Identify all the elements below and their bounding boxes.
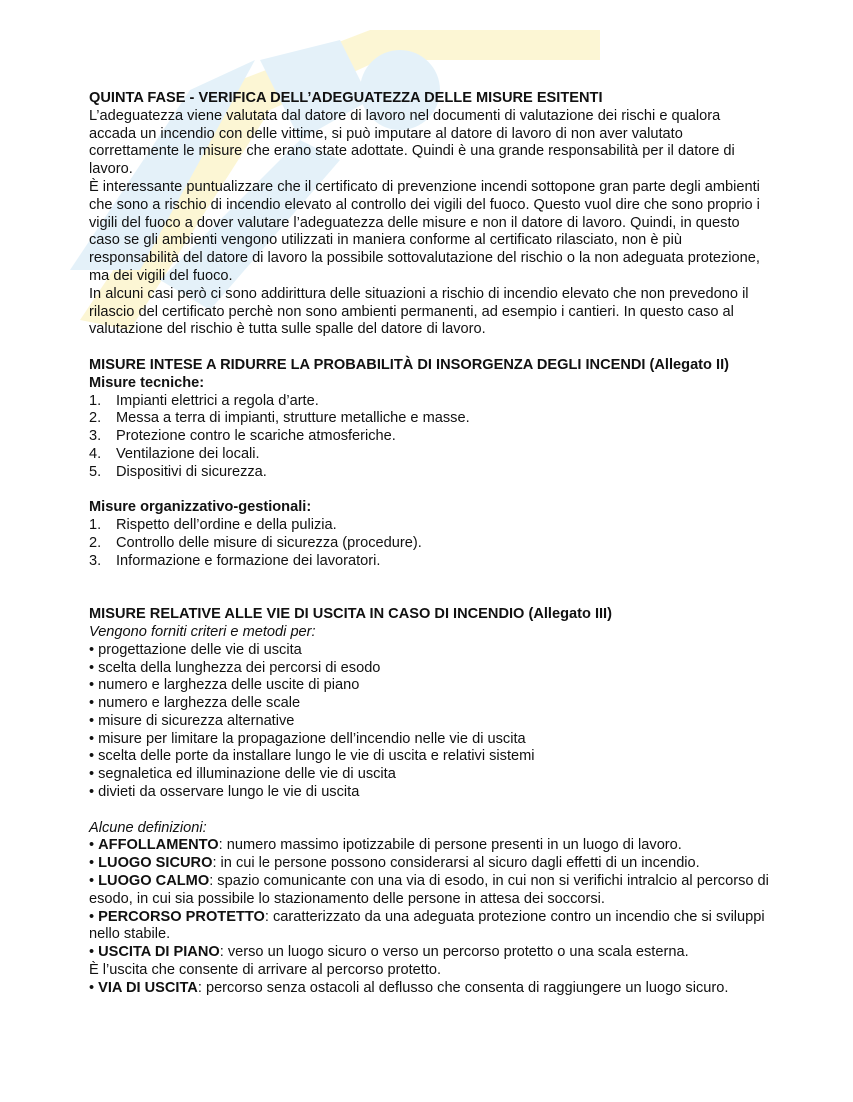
list-item	[89, 410, 769, 428]
list-item	[89, 464, 769, 482]
technical-heading: Misure tecniche:	[89, 374, 205, 391]
list-item	[89, 731, 769, 749]
item-text: divieti da osservare lungo le vie di uscita	[98, 784, 360, 801]
item-number: 2.	[89, 410, 102, 427]
definition-item	[89, 944, 769, 962]
item-text: Informazione e formazione dei lavoratori.	[116, 552, 381, 569]
bullet: •	[89, 784, 95, 801]
item-number: 5.	[89, 463, 102, 480]
item-number: 4.	[89, 445, 102, 462]
list-item	[89, 677, 769, 695]
list-item	[89, 428, 769, 446]
list-item	[89, 642, 769, 660]
bullet: •	[89, 908, 95, 925]
item-number: 2.	[89, 534, 102, 551]
definition-term: LUOGO CALMO	[98, 873, 210, 890]
paragraph: È interessante puntualizzare che il certificato di prevenzione incendi sottopone gran parte degli ambienti che sono a rischio di incendio elevato al controllo dei vigili del fuoco. Questo vuol dire che sono proprio i vigili del fuoco a dover valutare l’adeguatezza delle misure e non il datore di lavoro. Quindi, in questo caso se gli ambienti vengono utilizzati in maniera conforme al certificato rilasciato, non è più responsabilità del datore di lavoro la possibile sottovalutazione del rischio o la non adeguata protezione, ma dei vigili del fuoco.	[89, 178, 760, 284]
list-item	[89, 446, 769, 464]
item-text: Ventilazione dei locali.	[116, 445, 260, 462]
item-text: scelta delle porte da installare lungo le vie di uscita e relativi sistemi	[98, 748, 535, 765]
bullet: •	[89, 677, 95, 694]
definition-term: VIA DI USCITA	[98, 979, 198, 996]
list-item	[89, 748, 769, 766]
item-text: Rispetto dell’ordine e della pulizia.	[116, 517, 337, 534]
bullet: •	[89, 659, 95, 676]
definition-text: : verso un luogo sicuro o verso un percorso protetto o una scala esterna.	[219, 944, 689, 961]
item-text: Protezione contro le scariche atmosferiche.	[116, 428, 396, 445]
section2-title: MISURE INTESE A RIDURRE LA PROBABILITÀ DI INSORGENZA DEGLI INCENDI (Allegato II)	[89, 356, 729, 373]
definition-item	[89, 855, 769, 873]
list-item	[89, 553, 769, 571]
item-text: numero e larghezza delle uscite di piano	[98, 677, 360, 694]
paragraph: L’adeguatezza viene valutata dal datore di lavoro nel documenti di valutazione dei rischi e qualora accada un incendio con delle vittime, si può imputare al datore di lavoro di non aver valutato correttamente le misure che erano state adottate. Quindi è una grande responsabilità per il datore di lavoro.	[89, 107, 735, 178]
bullet: •	[89, 979, 95, 996]
definition-text: : caratterizzato da una adeguata protezione contro un incendio che si sviluppi nello stabile.	[89, 908, 765, 943]
list-item	[89, 535, 769, 553]
definitions-list-end	[89, 980, 769, 998]
item-text: progettazione delle vie di uscita	[98, 641, 302, 658]
paragraph: In alcuni casi però ci sono addirittura delle situazioni a rischio di incendio elevato che non prevedono il rilascio del certificato perchè non sono ambienti permanenti, ad esempio i cantieri. In questo caso al valutazione del rischio è tutta sulle spalle del datore di lavoro.	[89, 285, 749, 338]
item-text: misure per limitare la propagazione dell’incendio nelle vie di uscita	[98, 730, 526, 747]
exit-note: È l’uscita che consente di arrivare al percorso protetto.	[89, 962, 442, 979]
organizational-list	[89, 517, 769, 570]
list-item	[89, 695, 769, 713]
bullet: •	[89, 855, 95, 872]
list-item	[89, 713, 769, 731]
bullet: •	[89, 837, 95, 854]
item-number: 1.	[89, 517, 102, 534]
technical-list	[89, 393, 769, 482]
definition-text: : numero massimo ipotizzabile di persone presenti in un luogo di lavoro.	[218, 837, 682, 854]
definition-item	[89, 980, 769, 998]
definition-term: LUOGO SICURO	[98, 855, 213, 872]
definition-text: : percorso senza ostacoli al deflusso che consenta di raggiungere un luogo sicuro.	[197, 979, 729, 996]
item-number: 1.	[89, 392, 102, 409]
section1-title: QUINTA FASE - VERIFICA DELL’ADEGUATEZZA DELLE MISURE ESITENTI	[89, 90, 603, 106]
list-item	[89, 766, 769, 784]
section3-title: MISURE RELATIVE ALLE VIE DI USCITA IN CASO DI INCENDIO (Allegato III)	[89, 606, 612, 623]
item-text: Messa a terra di impianti, strutture metalliche e masse.	[116, 410, 470, 427]
item-text: segnaletica ed illuminazione delle vie di uscita	[98, 766, 396, 783]
list-item	[89, 660, 769, 678]
list-item	[89, 393, 769, 411]
bullet: •	[89, 944, 95, 961]
definitions-list	[89, 837, 769, 962]
criteria-list	[89, 642, 769, 802]
organizational-heading: Misure organizzativo-gestionali:	[89, 499, 312, 516]
list-item	[89, 517, 769, 535]
item-number: 3.	[89, 428, 102, 445]
item-text: misure di sicurezza alternative	[98, 712, 295, 729]
item-text: Controllo delle misure di sicurezza (procedure).	[116, 534, 422, 551]
bullet: •	[89, 748, 95, 765]
bullet: •	[89, 712, 95, 729]
definition-item	[89, 837, 769, 855]
item-text: Impianti elettrici a regola d’arte.	[116, 392, 319, 409]
bullet: •	[89, 766, 95, 783]
definition-term: PERCORSO PROTETTO	[98, 908, 265, 925]
item-text: Dispositivi di sicurezza.	[116, 463, 267, 480]
list-item	[89, 784, 769, 802]
item-number: 3.	[89, 552, 102, 569]
definition-text: : spazio comunicante con una via di esodo, in cui non si verifichi intralcio al percorso di esodo, in cui sia possibile lo stazionamento delle persone in attesa dei soccorsi.	[89, 873, 769, 907]
bullet: •	[89, 730, 95, 747]
item-text: numero e larghezza delle scale	[98, 695, 301, 712]
definition-text: : in cui le persone possono considerarsi al sicuro dagli effetti di un incendio.	[212, 855, 700, 872]
bullet: •	[89, 695, 95, 712]
definition-item	[89, 909, 769, 945]
definitions-intro: Alcune definizioni:	[89, 819, 207, 836]
bullet: •	[89, 641, 95, 658]
bullet: •	[89, 873, 95, 890]
criteria-intro: Vengono forniti criteri e metodi per:	[89, 623, 316, 640]
definition-item	[89, 873, 769, 909]
definition-term: AFFOLLAMENTO	[98, 837, 219, 854]
definition-term: USCITA DI PIANO	[98, 944, 220, 961]
item-text: scelta della lunghezza dei percorsi di esodo	[98, 659, 381, 676]
document-body	[89, 90, 769, 998]
